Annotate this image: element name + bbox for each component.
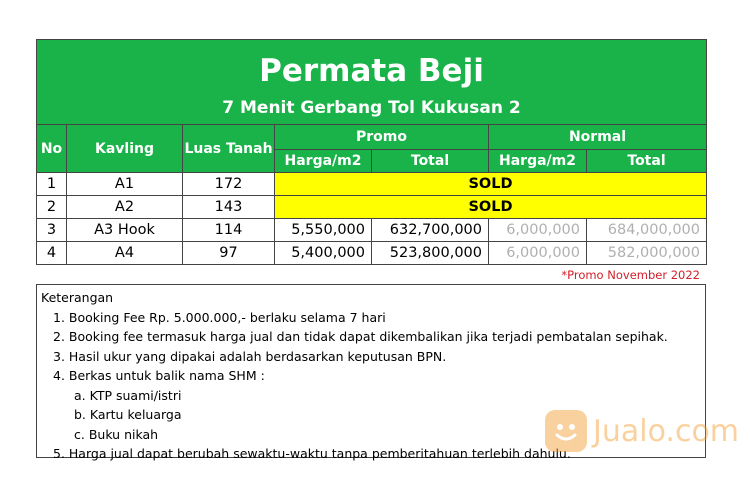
- note-subitem: c. Buku nikah: [74, 426, 159, 442]
- header-kavling: Kavling: [67, 125, 183, 173]
- notes-heading: Keterangan: [41, 290, 114, 305]
- cell-kavling: A4: [67, 242, 183, 265]
- table-row: [37, 173, 707, 196]
- cell-normal-total: 582,000,000: [587, 242, 707, 265]
- sold-banner: SOLD: [275, 196, 707, 219]
- note-item: 3. Hasil ukur yang dipakai adalah berdasarkan keputusan BPN.: [53, 348, 447, 364]
- jualo-watermark: [545, 410, 739, 452]
- cell-promo-total: 632,700,000: [372, 219, 489, 242]
- table-row: [37, 196, 707, 219]
- cell-promo-harga-m2: 5,550,000: [275, 219, 372, 242]
- cell-luas: 114: [183, 219, 275, 242]
- header-promo: Promo: [275, 125, 489, 150]
- note-subitem: a. KTP suami/istri: [74, 387, 182, 403]
- cell-luas: 172: [183, 173, 275, 196]
- page-title: Permata Beji: [259, 53, 484, 89]
- table-row: [37, 242, 707, 265]
- header-luas-tanah: Luas Tanah: [183, 125, 275, 173]
- title-banner: [37, 40, 707, 125]
- cell-no: 4: [37, 242, 67, 265]
- cell-luas: 97: [183, 242, 275, 265]
- note-item: 1. Booking Fee Rp. 5.000.000,- berlaku selama 7 hari: [53, 309, 386, 325]
- price-sheet: [36, 39, 706, 282]
- cell-no: 1: [37, 173, 67, 196]
- header-no: No: [37, 125, 67, 173]
- header-normal: Normal: [489, 125, 707, 150]
- header-normal-harga-m2: Harga/m2: [489, 150, 587, 173]
- cell-no: 2: [37, 196, 67, 219]
- cell-luas: 143: [183, 196, 275, 219]
- cell-normal-harga-m2: 6,000,000: [489, 242, 587, 265]
- cell-no: 3: [37, 219, 67, 242]
- cell-normal-total: 684,000,000: [587, 219, 707, 242]
- page-subtitle: 7 Menit Gerbang Tol Kukusan 2: [222, 98, 521, 118]
- sold-banner: SOLD: [275, 173, 707, 196]
- note-item: 2. Booking fee termasuk harga jual dan tidak dapat dikembalikan jika terjadi pembatalan sepihak.: [53, 329, 668, 344]
- cell-normal-harga-m2: 6,000,000: [489, 219, 587, 242]
- jualo-logo-text: Jualo.com: [593, 413, 740, 449]
- cell-promo-harga-m2: 5,400,000: [275, 242, 372, 265]
- promo-note: *Promo November 2022: [561, 268, 700, 282]
- cell-kavling: A1: [67, 173, 183, 196]
- cell-kavling: A2: [67, 196, 183, 219]
- cell-promo-total: 523,800,000: [372, 242, 489, 265]
- header-promo-harga-m2: Harga/m2: [275, 150, 372, 173]
- table-row: [37, 219, 707, 242]
- header-normal-total: Total: [587, 150, 707, 173]
- header-promo-total: Total: [372, 150, 489, 173]
- note-item: 4. Berkas untuk balik nama SHM :: [53, 368, 265, 383]
- price-table: [36, 39, 707, 265]
- note-item: 5. Harga jual dapat berubah sewaktu-waktu tanpa pemberitahuan terlebih dahulu.: [53, 446, 571, 461]
- cell-kavling: A3 Hook: [67, 219, 183, 242]
- jualo-logo-icon: [545, 410, 587, 452]
- note-subitem: b. Kartu keluarga: [74, 407, 182, 422]
